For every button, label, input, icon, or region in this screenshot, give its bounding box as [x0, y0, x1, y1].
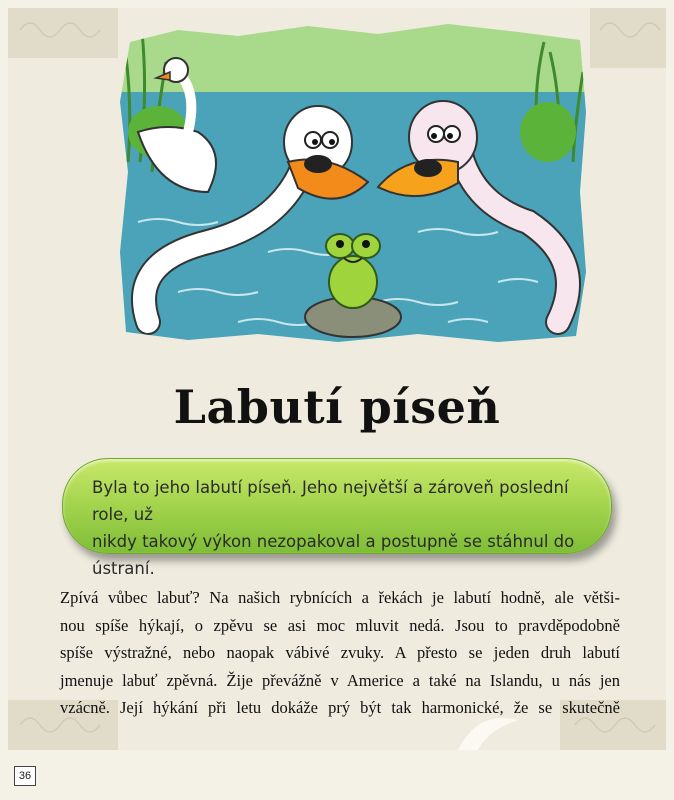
- body-line: Zpívá vůbec labuť? Na našich rybnících a řekách je labutí hodně, ale větši-: [60, 588, 620, 607]
- body-line: jmenuje labuť zpěvná. Žije převážně v Americe a také na Islandu, u nás jen: [60, 670, 620, 690]
- body-line: spíše výstražné, nebo naopak vábivé zvuky. A přesto se jeden druh labutí: [60, 643, 620, 662]
- swans-illustration: [118, 22, 588, 344]
- quote-text: [92, 474, 592, 582]
- body-line: nou spíše hýkají, o zpěvu se asi moc mluvit nedá. Jsou to pravděpodobně: [60, 615, 620, 635]
- body-paragraph: [60, 584, 620, 722]
- quote-line: Byla to jeho labutí píseň. Jeho největší a zároveň poslední role, už: [92, 478, 569, 524]
- page-title: Labutí píseň: [173, 380, 501, 434]
- body-line: vzácně. Její hýkání při letu dokáže prý být tak harmonické, že se skutečně: [60, 698, 620, 717]
- page-number: 36: [14, 766, 36, 786]
- quote-line: nikdy takový výkon nezopakoval a postupně se stáhnul do ústraní.: [92, 532, 575, 578]
